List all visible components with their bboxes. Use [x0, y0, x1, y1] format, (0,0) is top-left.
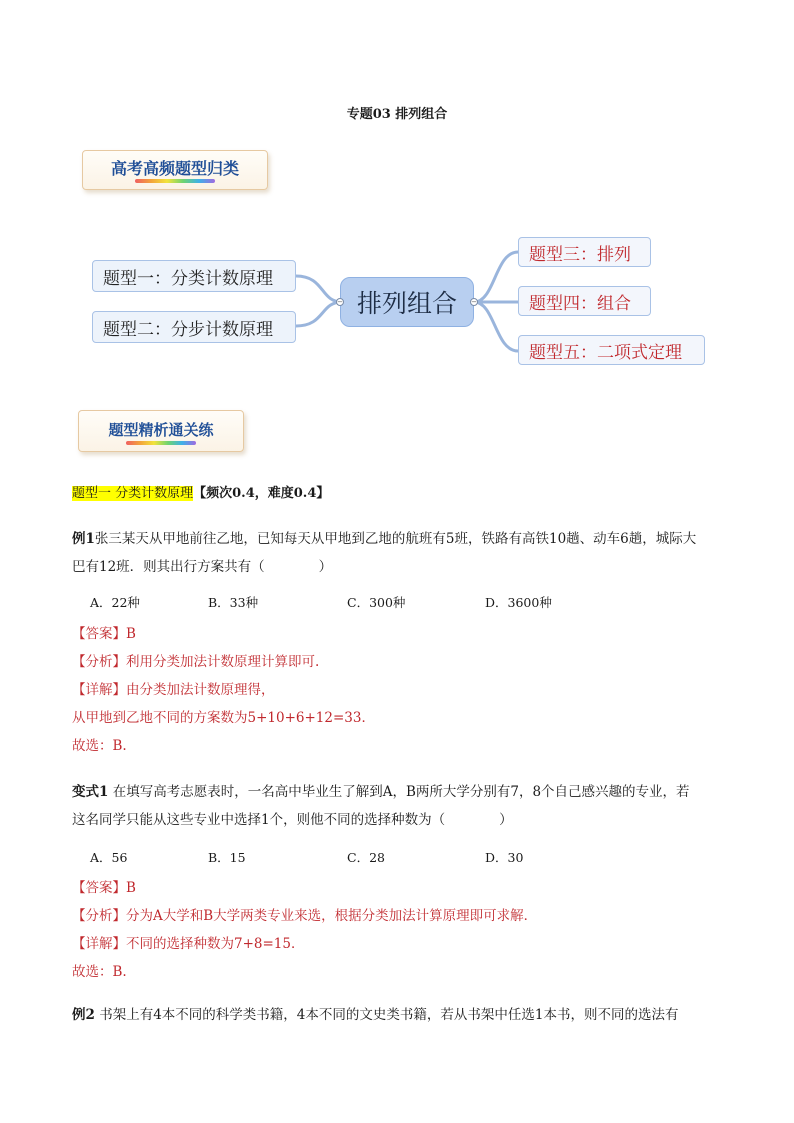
answer-block-var1: [72, 874, 724, 986]
answer-tag: 【答案】: [72, 880, 126, 896]
question-type-meta: 【频次0.4，难度0.4】: [193, 486, 330, 501]
example-text: 书架上有4本不同的科学类书籍，4本不同的文史类书籍，若从书架中任选1本书，则不同的选法有: [94, 1007, 679, 1023]
example-text: 巴有12班．则其出行方案共有（ ）: [72, 559, 333, 575]
analysis-tag: 【分析】: [72, 654, 126, 670]
option-a: A．56: [90, 850, 128, 865]
detail-text: 由分类加法计数原理得，: [126, 682, 275, 698]
collapse-right-icon: −: [471, 298, 477, 306]
option-a: A．22种: [90, 595, 140, 610]
detail-tag: 【详解】: [72, 936, 126, 952]
section-badge-practice: [78, 410, 244, 452]
section-badge-high-frequency: [82, 150, 268, 190]
detail-text: 从甲地到乙地不同的方案数为5+10+6+12=33．: [72, 710, 375, 726]
option-d: D．30: [485, 850, 524, 865]
analysis-tag: 【分析】: [72, 908, 126, 924]
analysis-text: 分为A大学和B大学两类专业来选，根据分类加法计算原理即可求解．: [126, 908, 538, 924]
section-badge-label: 高考高频题型归类: [110, 159, 239, 178]
mindmap-node-type1: 题型一：分类计数原理: [92, 260, 296, 292]
options-var1: [90, 848, 523, 866]
example-text: 张三某天从甲地前往乙地，已知每天从甲地到乙地的航班有5班，铁路有高铁10趟、动车6趟，城际大: [94, 531, 697, 547]
example-2: [72, 1001, 724, 1029]
variant-text: 在填写高考志愿表时，一名高中毕业生了解到A，B两所大学分别有7，8个自己感兴趣的专业，若: [108, 784, 690, 800]
mindmap-node-type3: 题型三：排列: [518, 237, 651, 267]
mindmap-node-type2: 题型二：分步计数原理: [92, 311, 296, 343]
document-title: 专题03 排列组合: [346, 107, 448, 122]
example-label: 例2: [72, 1007, 95, 1023]
option-c: C．28: [347, 850, 385, 865]
answer-value: B: [126, 626, 136, 642]
options-ex1: [90, 593, 552, 611]
example-1: [72, 525, 724, 581]
variant-text: 这名同学只能从这些专业中选择1个，则他不同的选择种数为（ ）: [72, 812, 513, 828]
mindmap-node-type5: 题型五：二项式定理: [518, 335, 705, 365]
detail-text: 不同的选择种数为7+8=15．: [126, 936, 305, 952]
answer-value: B: [126, 880, 136, 896]
rainbow-underline: [135, 179, 215, 183]
mindmap-center-node: 排列组合: [340, 277, 474, 327]
option-b: B．33种: [208, 595, 259, 610]
option-b: B．15: [208, 850, 246, 865]
mindmap-node-type4: 题型四：组合: [518, 286, 651, 316]
variant-1: [72, 778, 724, 834]
example-label: 例1: [72, 531, 95, 547]
collapse-left-icon: −: [337, 298, 343, 306]
question-type-heading: [72, 482, 329, 501]
answer-tag: 【答案】: [72, 626, 126, 642]
choose-line: 故选：B.: [72, 964, 127, 980]
option-c: C．300种: [347, 595, 406, 610]
question-type-name: 题型一 分类计数原理: [72, 486, 194, 501]
detail-tag: 【详解】: [72, 682, 126, 698]
rainbow-underline: [126, 441, 196, 445]
section-badge-label: 题型精析通关练: [108, 421, 214, 439]
choose-line: 故选：B.: [72, 738, 127, 754]
option-d: D．3600种: [485, 595, 552, 610]
answer-block-ex1: [72, 620, 724, 760]
analysis-text: 利用分类加法计数原理计算即可.: [126, 654, 320, 670]
variant-label: 变式1: [72, 784, 109, 800]
